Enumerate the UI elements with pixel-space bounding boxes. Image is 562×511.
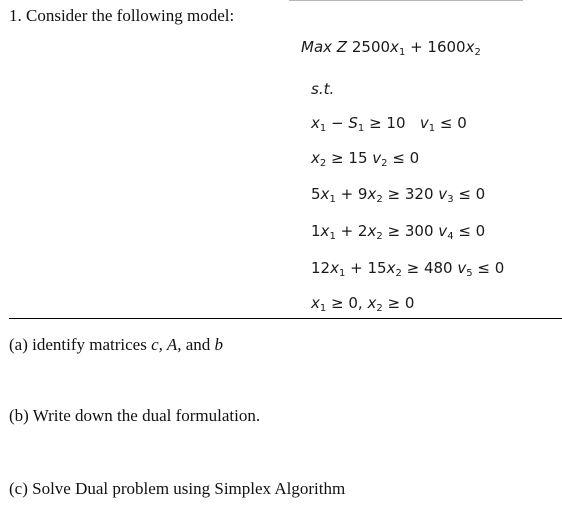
nonnegativity-constraint: $x_1 \ge 0$, $x_2 \ge 0$: [311, 294, 415, 314]
top-rule: [289, 0, 523, 1]
subject-to-label: s.t.: [311, 80, 335, 98]
part-b: (b) Write down the dual formulation.: [9, 406, 261, 425]
constraint-4: $1x_1 + 2x_2 \ge 300$ $v_4 \le 0$: [311, 222, 486, 242]
section-divider: [9, 318, 562, 319]
constraint-2: $x_2 \ge 15$ $v_2 \le 0$: [311, 149, 420, 169]
constraint-3: $5x_1 + 9x_2 \ge 320$ $v_3 \le 0$: [311, 185, 486, 205]
objective-function: Max Z $2500x_1 + 1600x_2$: [301, 38, 481, 58]
part-c: (c) Solve Dual problem using Simplex Algorithm: [9, 479, 346, 498]
part-a: (a) identify matrices c, A, and b: [9, 335, 223, 354]
constraint-5: $12x_1 + 15x_2 \ge 480$ $v_5 \le 0$: [311, 259, 505, 279]
constraint-1: $x_1 - S_1 \ge 10$ $v_1 \le 0$: [311, 114, 467, 134]
question-title: 1. Consider the following model:: [9, 6, 235, 25]
